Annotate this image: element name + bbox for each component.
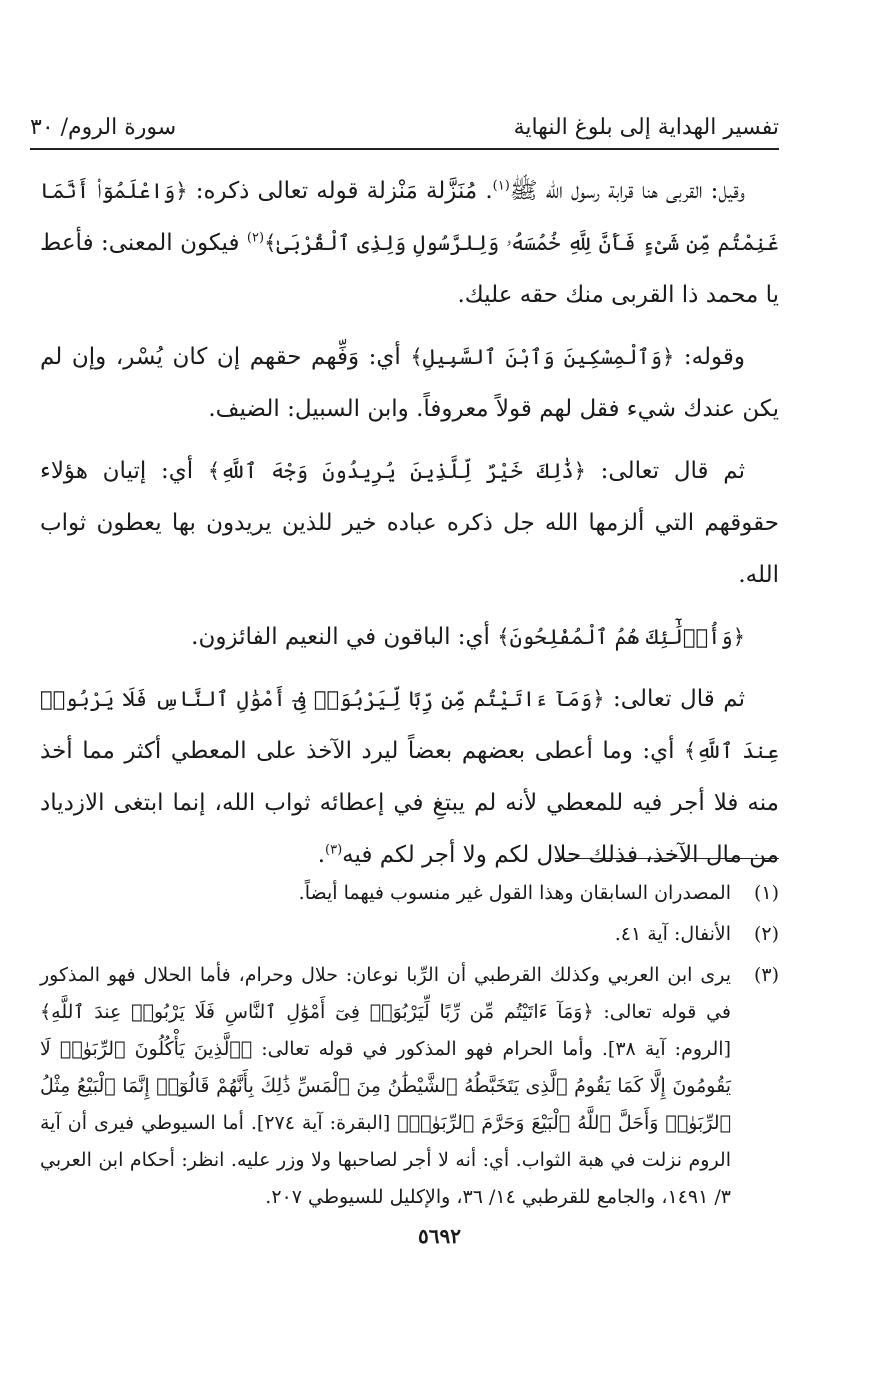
paragraph-2	[40, 331, 779, 435]
footnote-text: يرى ابن العربي وكذلك القرطبي أن الرِّبا نوعان: حلال وحرام، فأما الحلال فهو المذكور في قوله تعالى: ﴿وَمَآ ءَاتَيْتُم مِّن رِّبًا لِّيَرْبُوَا۟ فِىٓ أَمْوَٰلِ ٱلنَّاسِ فَلَا يَرْبُوا۟ عِندَ ٱللَّهِ﴾ [الروم: آية ٣٨]. وأما الحرام فهو المذكور في قوله تعالى: ﴿ٱلَّذِينَ يَأْكُلُونَ ٱلرِّبَوٰا۟ لَا يَقُومُونَ إِلَّا كَمَا يَقُومُ ٱلَّذِى يَتَخَبَّطُهُ ٱلشَّيْطَٰنُ مِنَ ٱلْمَسِّ ذَٰلِكَ بِأَنَّهُمْ قَالُوٓا۟ إِنَّمَا ٱلْبَيْعُ مِثْلُ ٱلرِّبَوٰا۟ وَأَحَلَّ ٱللَّهُ ٱلْبَيْعَ وَحَرَّمَ ٱلرِّبَوٰا۟﴾ [البقرة: آية ٢٧٤]. أما السيوطي فيرى أن آية الروم نزلت في هبة الثواب. أي: أنه لا أجر لصاحبها ولا وزر عليه. انظر: أحكام ابن العربي ٣/ ١٤٩١، والجامع للقرطبي ١٤/ ٣٦، والإكليل للسيوطي ٢٠٧.	[40, 964, 731, 1208]
paragraph-4-text-b: أي: الباقون في النعيم الفائزون.	[191, 624, 498, 650]
paragraph-3-text-a: ثم قال تعالى:	[585, 458, 745, 484]
paragraph-5-text-b: أي: وما أعطى بعضهم بعضاً ليرد الآخذ على المعطي أكثر مما أخذ منه فلا أجر فيه للمعطي لأنه لم يبتغِ في إعطائه ثواب الله، إنما ابتغى الازدياد من مال الآخذ، فذلك حلال لكم ولا أجر لكم فيه	[40, 738, 779, 868]
quran-verse-muflihun: ﴿وَأُو۟لَٰٓئِكَ هُمُ ٱلْمُفْلِحُونَ﴾	[497, 625, 745, 649]
footnote-text: المصدران السابقان وهذا القول غير منسوب فيهما أيضاً.	[298, 882, 731, 904]
running-header	[30, 100, 779, 140]
paragraph-5-text-c: .	[317, 842, 326, 868]
footnote-ref-3[interactable]: (٣)	[325, 842, 343, 858]
header-rule	[30, 148, 779, 150]
page-number: ٥٦٩٢	[418, 1224, 461, 1248]
footnote-rule	[555, 858, 779, 859]
footnote-2	[40, 916, 779, 953]
footnotes	[40, 875, 779, 1220]
surah-reference: سورة الروم/ ٣٠	[30, 115, 177, 140]
footnote-number: (١)	[753, 882, 779, 904]
quran-verse-miskin: ﴿وَٱلْمِسْكِينَ وَٱبْنَ ٱلسَّبِيلِ﴾	[410, 345, 675, 369]
quran-verse-anfal: ﴿وَاعْلَمُوٓا۟ أَنَّمَا غَنِمْتُم مِّن شَىْءٍ فَأَنَّ لِلَّهِ خُمُسَهُۥ وَلِلرَّسُولِ وَلِذِى ٱلْقُرْبَىٰ﴾	[40, 179, 779, 255]
paragraph-2-text-a: وقوله:	[674, 344, 745, 370]
footnote-ref-2[interactable]: (٢)	[246, 230, 265, 246]
footnote-number: (٢)	[753, 923, 779, 945]
footnote-3	[40, 957, 779, 1216]
paragraph-2-text-b: أي: وَفِّهم حقهم إن كان يُسْر، وإن لم يكن عندك شيء فقل لهم قولاً معروفاً. وابن السبيل: الضيف.	[40, 344, 779, 422]
quran-verse-wajh-allah: ﴿ذَٰلِكَ خَيْرٌ لِّلَّذِينَ يُرِيدُونَ وَجْهَ ٱللَّهِ﴾	[207, 459, 586, 483]
paragraph-5	[40, 673, 779, 881]
paragraph-1-text-b: . مُنَزَّلة مَنْزلة قوله تعالى ذكره:	[195, 178, 493, 204]
footnote-ref-1[interactable]: (١)	[492, 178, 510, 194]
paragraph-3	[40, 445, 779, 601]
paragraph-3-text-b: أي: إتيان هؤلاء حقوقهم التي ألزمها الله جل ذكره عباده خير للذين يريدون بها يعطون ثواب الله.	[40, 458, 779, 588]
footnote-1	[40, 875, 779, 912]
footnote-text: الأنفال: آية ٤١.	[614, 923, 731, 945]
paragraph-1-text-c: فيكون المعنى: فأعط يا محمد ذا القربى منك حقه عليك.	[40, 230, 779, 308]
footnote-number: (٣)	[753, 964, 779, 986]
main-text	[40, 165, 779, 891]
paragraph-1-text-a: وقيل: القربى هنا قرابة رسول الله ﷺ	[509, 178, 745, 204]
paragraph-1	[40, 165, 779, 321]
quran-verse-riba: ﴿وَمَآ ءَاتَيْتُم مِّن رِّبًا لِّيَرْبُوَا۟ فِىٓ أَمْوَٰلِ ٱلنَّاسِ فَلَا يَرْبُوا۟ عِندَ ٱللَّهِ﴾	[40, 687, 779, 763]
book-title: تفسير الهداية إلى بلوغ النهاية	[513, 115, 779, 140]
paragraph-4	[40, 611, 779, 663]
paragraph-5-text-a: ثم قال تعالى:	[604, 686, 745, 712]
